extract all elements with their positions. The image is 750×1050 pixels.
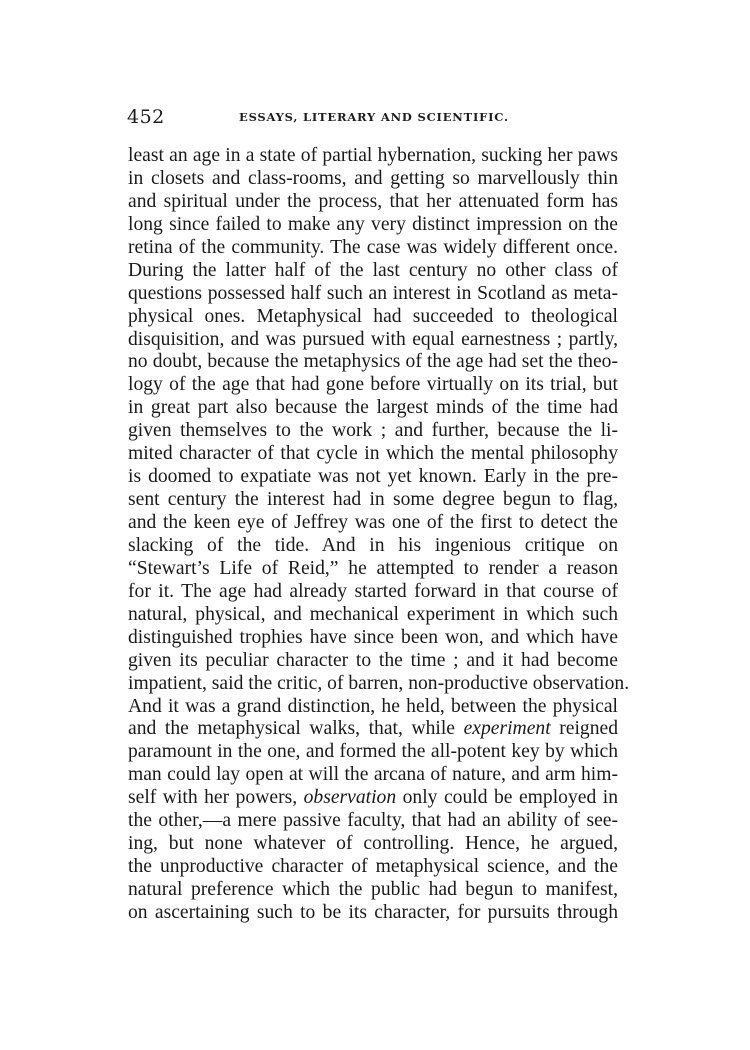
body-text <box>128 145 630 925</box>
text-segment: self with her powers, <box>128 787 304 809</box>
text-line: on ascertaining such to be its character, for pursuits through <box>128 901 618 923</box>
text-segment: only could be employed in <box>396 787 618 809</box>
text-line: man could lay open at will the arcana of nature, and arm him- <box>128 764 618 786</box>
text-line: During the latter half of the last century no other class of <box>128 259 618 281</box>
text-line <box>128 718 618 741</box>
text-line: given themselves to the work ; and further, because the li- <box>128 420 618 442</box>
text-line: least an age in a state of partial hybernation, sucking her paws <box>128 145 618 166</box>
text-line: physical ones. Metaphysical had succeeded to theological <box>128 305 618 327</box>
text-line: long since failed to make any very distinct impression on the <box>128 213 618 235</box>
text-line: sent century the interest had in some degree begun to flag, <box>128 489 618 511</box>
text-line: and spiritual under the process, that her attenuated form has <box>128 190 618 212</box>
text-line: natural preference which the public had begun to manifest, <box>128 879 618 900</box>
text-line: the unproductive character of metaphysical science, and the <box>128 856 618 878</box>
text-line: ing, but none whatever of controlling. Hence, he argued, <box>128 833 618 855</box>
running-head: ESSAYS, LITERARY AND SCIENTIFIC. <box>239 110 509 124</box>
page-number: 452 <box>127 106 165 128</box>
text-line: logy of the age that had gone before virtually on its trial, but <box>128 374 618 396</box>
text-line: and the keen eye of Jeffrey was one of the first to detect the <box>128 512 618 533</box>
text-line: mited character of that cycle in which the mental philosophy <box>128 443 618 465</box>
text-line: in great part also because the largest minds of the time had <box>128 397 618 419</box>
text-line: is doomed to expatiate was not yet known. Early in the pre- <box>128 466 618 488</box>
italic-term: observation <box>303 787 397 809</box>
text-line: questions possessed half such an interest in Scotland as meta- <box>128 282 618 304</box>
page-header <box>127 106 617 130</box>
text-line: given its peculiar character to the time ; and it had become <box>128 649 618 671</box>
text-line: in closets and class-rooms, and getting so marvellously thin <box>128 167 618 189</box>
text-line: paramount in the one, and formed the all-potent key by which <box>128 741 618 763</box>
text-segment: reigned <box>550 718 618 740</box>
text-line: the other,—a mere passive faculty, that had an ability of see- <box>128 810 618 832</box>
text-line <box>128 787 618 810</box>
text-line: for it. The age had already started forward in that course of <box>128 580 618 602</box>
text-line: retina of the community. The case was widely different once. <box>128 236 618 258</box>
text-line: “Stewart’s Life of Reid,” he attempted to render a reason <box>128 557 618 579</box>
text-line: natural, physical, and mechanical experiment in which such <box>128 603 618 625</box>
text-line: impatient, said the critic, of barren, non-productive observation. <box>128 672 630 694</box>
text-line: And it was a grand distinction, he held, between the physical <box>128 695 618 717</box>
text-line: slacking of the tide. And in his ingenious critique on <box>128 534 618 556</box>
text-line: disquisition, and was pursued with equal earnestness ; partly, <box>128 328 618 350</box>
text-segment: and the metaphysical walks, that, while <box>128 718 464 740</box>
text-line: no doubt, because the metaphysics of the age had set the theo- <box>128 351 618 373</box>
text-line: distinguished trophies have since been won, and which have <box>128 626 618 648</box>
italic-term: experiment <box>463 718 551 740</box>
